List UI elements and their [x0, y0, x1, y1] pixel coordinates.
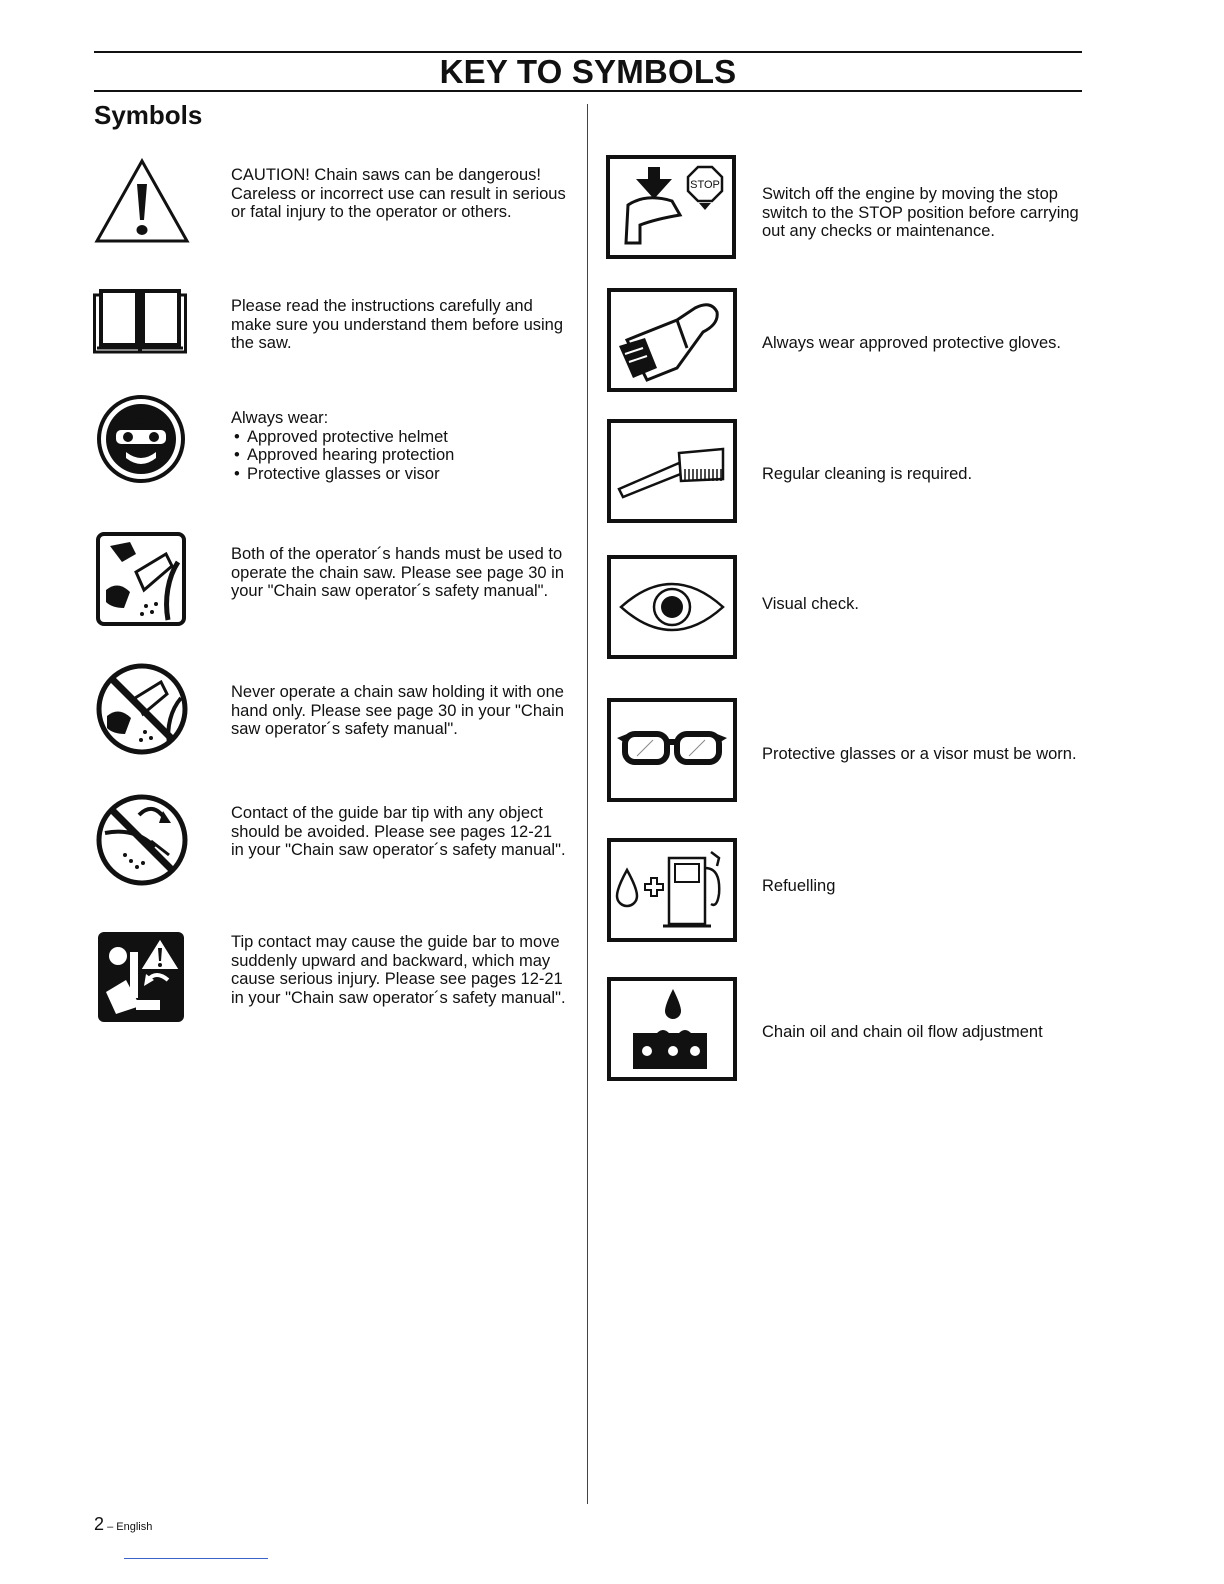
title-underline	[94, 90, 1082, 92]
warning-triangle-icon	[94, 158, 190, 244]
column-divider	[587, 104, 588, 1504]
protection-list	[231, 428, 566, 484]
symbol-description: Always wear approved protective gloves.	[762, 334, 1061, 352]
page-footer	[94, 1514, 152, 1535]
list-item: • Approved hearing protection	[231, 446, 566, 465]
page-number: 2	[94, 1514, 105, 1534]
refuelling-pump-icon	[607, 838, 737, 942]
helmet-description	[231, 409, 566, 483]
list-item: • Approved protective helmet	[231, 428, 566, 447]
page-title: KEY TO SYMBOLS	[439, 53, 737, 90]
footer-language: English	[116, 1521, 153, 1533]
protective-glasses-icon	[607, 698, 737, 802]
symbol-description: Never operate a chain saw holding it with one hand only. Please see page 30 in your "Chain saw operator´s safety manual".	[231, 683, 565, 739]
symbol-description: Switch off the engine by moving the stop switch to the STOP position before carrying out any checks or maintenance.	[762, 185, 1079, 241]
list-item: • Protective glasses or visor	[231, 465, 566, 484]
two-hand-operation-icon	[96, 532, 186, 626]
symbol-description: Please read the instructions carefully and make sure you understand them before using the saw.	[231, 297, 564, 353]
footer-separator: –	[104, 1521, 117, 1533]
footer-link-underline	[124, 1558, 268, 1559]
symbol-description-intro: Always wear:	[231, 409, 329, 427]
symbol-description: Tip contact may cause the guide bar to move suddenly upward and backward, which may cause serious injury. Please see pages 12-21 in your "Chain saw operator´s safety manual".	[231, 933, 566, 1007]
stop-switch-icon	[606, 155, 736, 259]
symbol-description: Chain oil and chain oil flow adjustment	[762, 1023, 1043, 1041]
stop-label: STOP	[690, 179, 720, 191]
symbol-description: Refuelling	[762, 877, 836, 895]
protective-helmet-icon	[96, 394, 186, 484]
section-title: Symbols	[94, 100, 203, 130]
protective-gloves-icon	[607, 288, 737, 392]
kickback-warning-icon	[96, 930, 186, 1024]
symbol-description: CAUTION! Chain saws can be dangerous! Careless or incorrect use can result in serious or fatal injury to the operator or others.	[231, 166, 566, 222]
eye-icon	[607, 555, 737, 659]
no-one-hand-operation-icon	[95, 662, 189, 756]
symbol-description: Contact of the guide bar tip with any object should be avoided. Please see pages 12-21 in your "Chain saw operator´s safety manual".	[231, 804, 566, 860]
manual-book-icon	[93, 285, 187, 355]
no-bar-tip-contact-icon	[95, 793, 189, 887]
cleaning-brush-icon	[607, 419, 737, 523]
chain-oil-drop-icon	[607, 977, 737, 1081]
symbol-description: Regular cleaning is required.	[762, 465, 973, 483]
symbol-description: Both of the operator´s hands must be used to operate the chain saw. Please see page 30 in your "Chain saw operator´s safety manual".	[231, 545, 564, 601]
symbol-description: Protective glasses or a visor must be worn.	[762, 745, 1077, 763]
symbol-description: Visual check.	[762, 595, 859, 613]
